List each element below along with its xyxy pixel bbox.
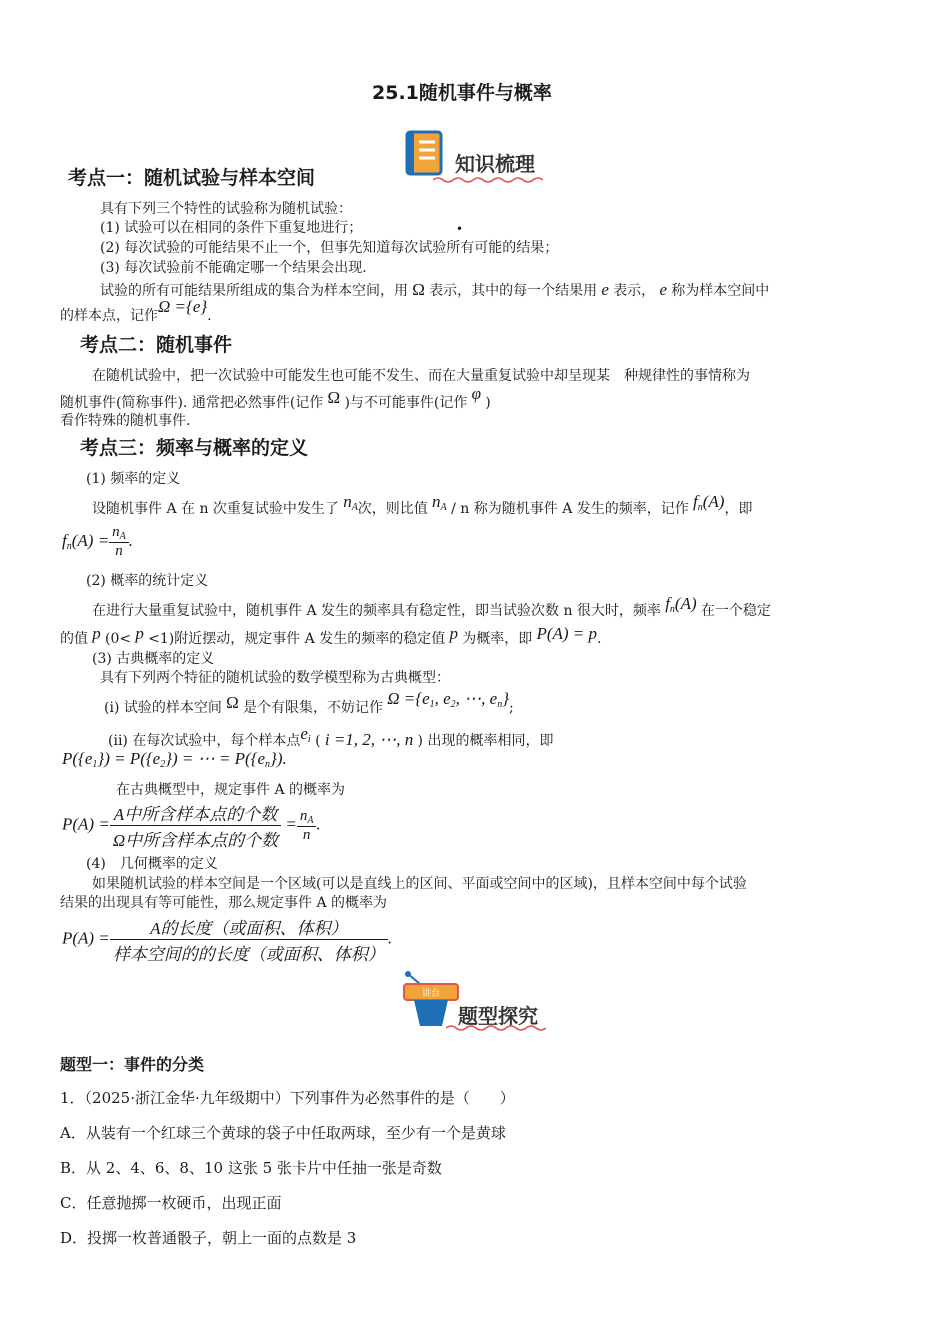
- option-c: C．任意抛掷一枚硬币，出现正面: [60, 1194, 282, 1212]
- sample-space-para: 试验的所有可能结果所组成的集合为样本空间，用 Ω 表示，其中的每一个结果用 e 表示， e 称为样本空间中: [100, 280, 770, 299]
- knowledge-banner-label: 知识梳理: [455, 152, 535, 176]
- statistical-para-2: 的值 p (0< p <1)附近摆动，规定事件 A 发生的频率的稳定值 p 为概率，即 P(A) = p.: [60, 624, 602, 647]
- question-1: 1．（2025·浙江金华·九年级期中）下列事件为必然事件的是（ ）: [60, 1089, 515, 1107]
- frequency-para: 设随机事件 A 在 n 次重复试验中发生了 $n_A$次，则比值 $n_A$ / n 称为随机事件 A 发生的频率，记作 $f_n(A)$，即: [92, 492, 753, 517]
- subheading-geometric: (4) 几何概率的定义: [86, 856, 218, 872]
- section2-line-2: 随机事件(简称事件). 通常把必然事件(记作 Ω )与不可能事件(记作 φ ): [60, 384, 491, 411]
- subheading-statistical: (2) 概率的统计定义: [86, 573, 209, 589]
- classical-formula: P(A) = $\frac{\text{A中所含样本点的个数}}{\text{Ω中所含样本点的个数}}$ = $\frac{n_A}{n}$ .: [62, 800, 321, 851]
- omega-formula: Ω ={e}: [158, 297, 208, 316]
- section-heading-1: 考点一：随机试验与样本空间: [68, 167, 316, 189]
- sample-point-para: 的样本点，记作Ω ={e}.: [60, 297, 212, 324]
- section2-line-3: 看作特殊的随机事件.: [60, 413, 191, 429]
- subheading-classical: (3) 古典概率的定义: [92, 651, 215, 667]
- section1-item-3: (3) 每次试验前不能确定哪一个结果会出现.: [100, 260, 367, 276]
- practice-banner: [400, 970, 550, 1032]
- book-icon: [405, 130, 445, 178]
- section-heading-4: 题型一：事件的分类: [60, 1055, 205, 1074]
- wave-decoration: [433, 176, 543, 184]
- statistical-para-1: 在进行大量重复试验中，随机事件 A 发生的频率具有稳定性，即当试验次数 n 很大时，频率 $f_n(A)$ 在一个稳定: [92, 594, 771, 619]
- wave-decoration: [446, 1024, 546, 1032]
- classical-intro: 具有下列两个特征的随机试验的数学模型称为古典概型：: [100, 670, 450, 686]
- practice-banner-label: 题型探究: [458, 1004, 538, 1028]
- section1-item-2: (2) 每次试验的可能结果不止一个，但事先知道每次试验所有可能的结果；: [100, 240, 559, 256]
- section-heading-2: 考点二：随机事件: [80, 334, 233, 356]
- subheading-frequency: (1) 频率的定义: [86, 471, 181, 487]
- page-title: 25.1随机事件与概率: [372, 82, 552, 104]
- option-d: D．投掷一枚普通骰子，朝上一面的点数是 3: [60, 1229, 357, 1247]
- option-a: A．从装有一个红球三个黄球的袋子中任取两球，至少有一个是黄球: [60, 1124, 506, 1142]
- section2-line-1: 在随机试验中，把一次试验中可能发生也可能不发生、而在大量重复试验中却呈现某 种规律性的事情称为: [92, 368, 750, 384]
- classical-rule: 在古典概型中，规定事件 A 的概率为: [116, 782, 346, 798]
- geometric-line-2: 结果的出现具有等可能性，那么规定事件 A 的概率为: [60, 895, 388, 911]
- section1-item-1: (1) 试验可以在相同的条件下重复地进行；: [100, 220, 363, 236]
- section-heading-3: 考点三：频率与概率的定义: [80, 437, 309, 459]
- classical-condition-1: (i) 试验的样本空间 Ω 是个有限集，不妨记作 $\Omega =\{e_1$, $e_2$, ⋯, $e_n$};: [104, 689, 514, 716]
- geometric-line-1: 如果随机试验的样本空间是一个区域(可以是直线上的区间、平面或空间中的区域)，且样本空间中每个试验: [92, 876, 747, 892]
- equal-prob-formula: $P(\{e_1\}) = P(\{e_2\})$ = ⋯ = $P(\{e_n\})$.: [62, 749, 287, 770]
- bullet-dot: •: [456, 222, 464, 236]
- lectern-icon: [400, 970, 462, 1030]
- geometric-formula: P(A) = $\frac{\text{A的长度（或面积、体积）}}{\text{样本空间的的长度（或面积、体积）}}$ .: [62, 914, 392, 965]
- knowledge-banner: [405, 130, 550, 188]
- classical-condition-2: (ii) 在每次试验中，每个样本点$e_i$ ( i =1, 2, ⋯, n ) 出现的概率相同，即: [108, 724, 554, 749]
- section1-intro: 具有下列三个特性的试验称为随机试验：: [100, 201, 352, 217]
- option-b: B．从 2、4、6、8、10 这张 5 张卡片中任抽一张是奇数: [60, 1159, 442, 1177]
- frequency-formula: $f_n(A)$ = $\frac{n_A}{n}$ .: [62, 524, 134, 559]
- lectern-sign: 讲台: [422, 989, 441, 999]
